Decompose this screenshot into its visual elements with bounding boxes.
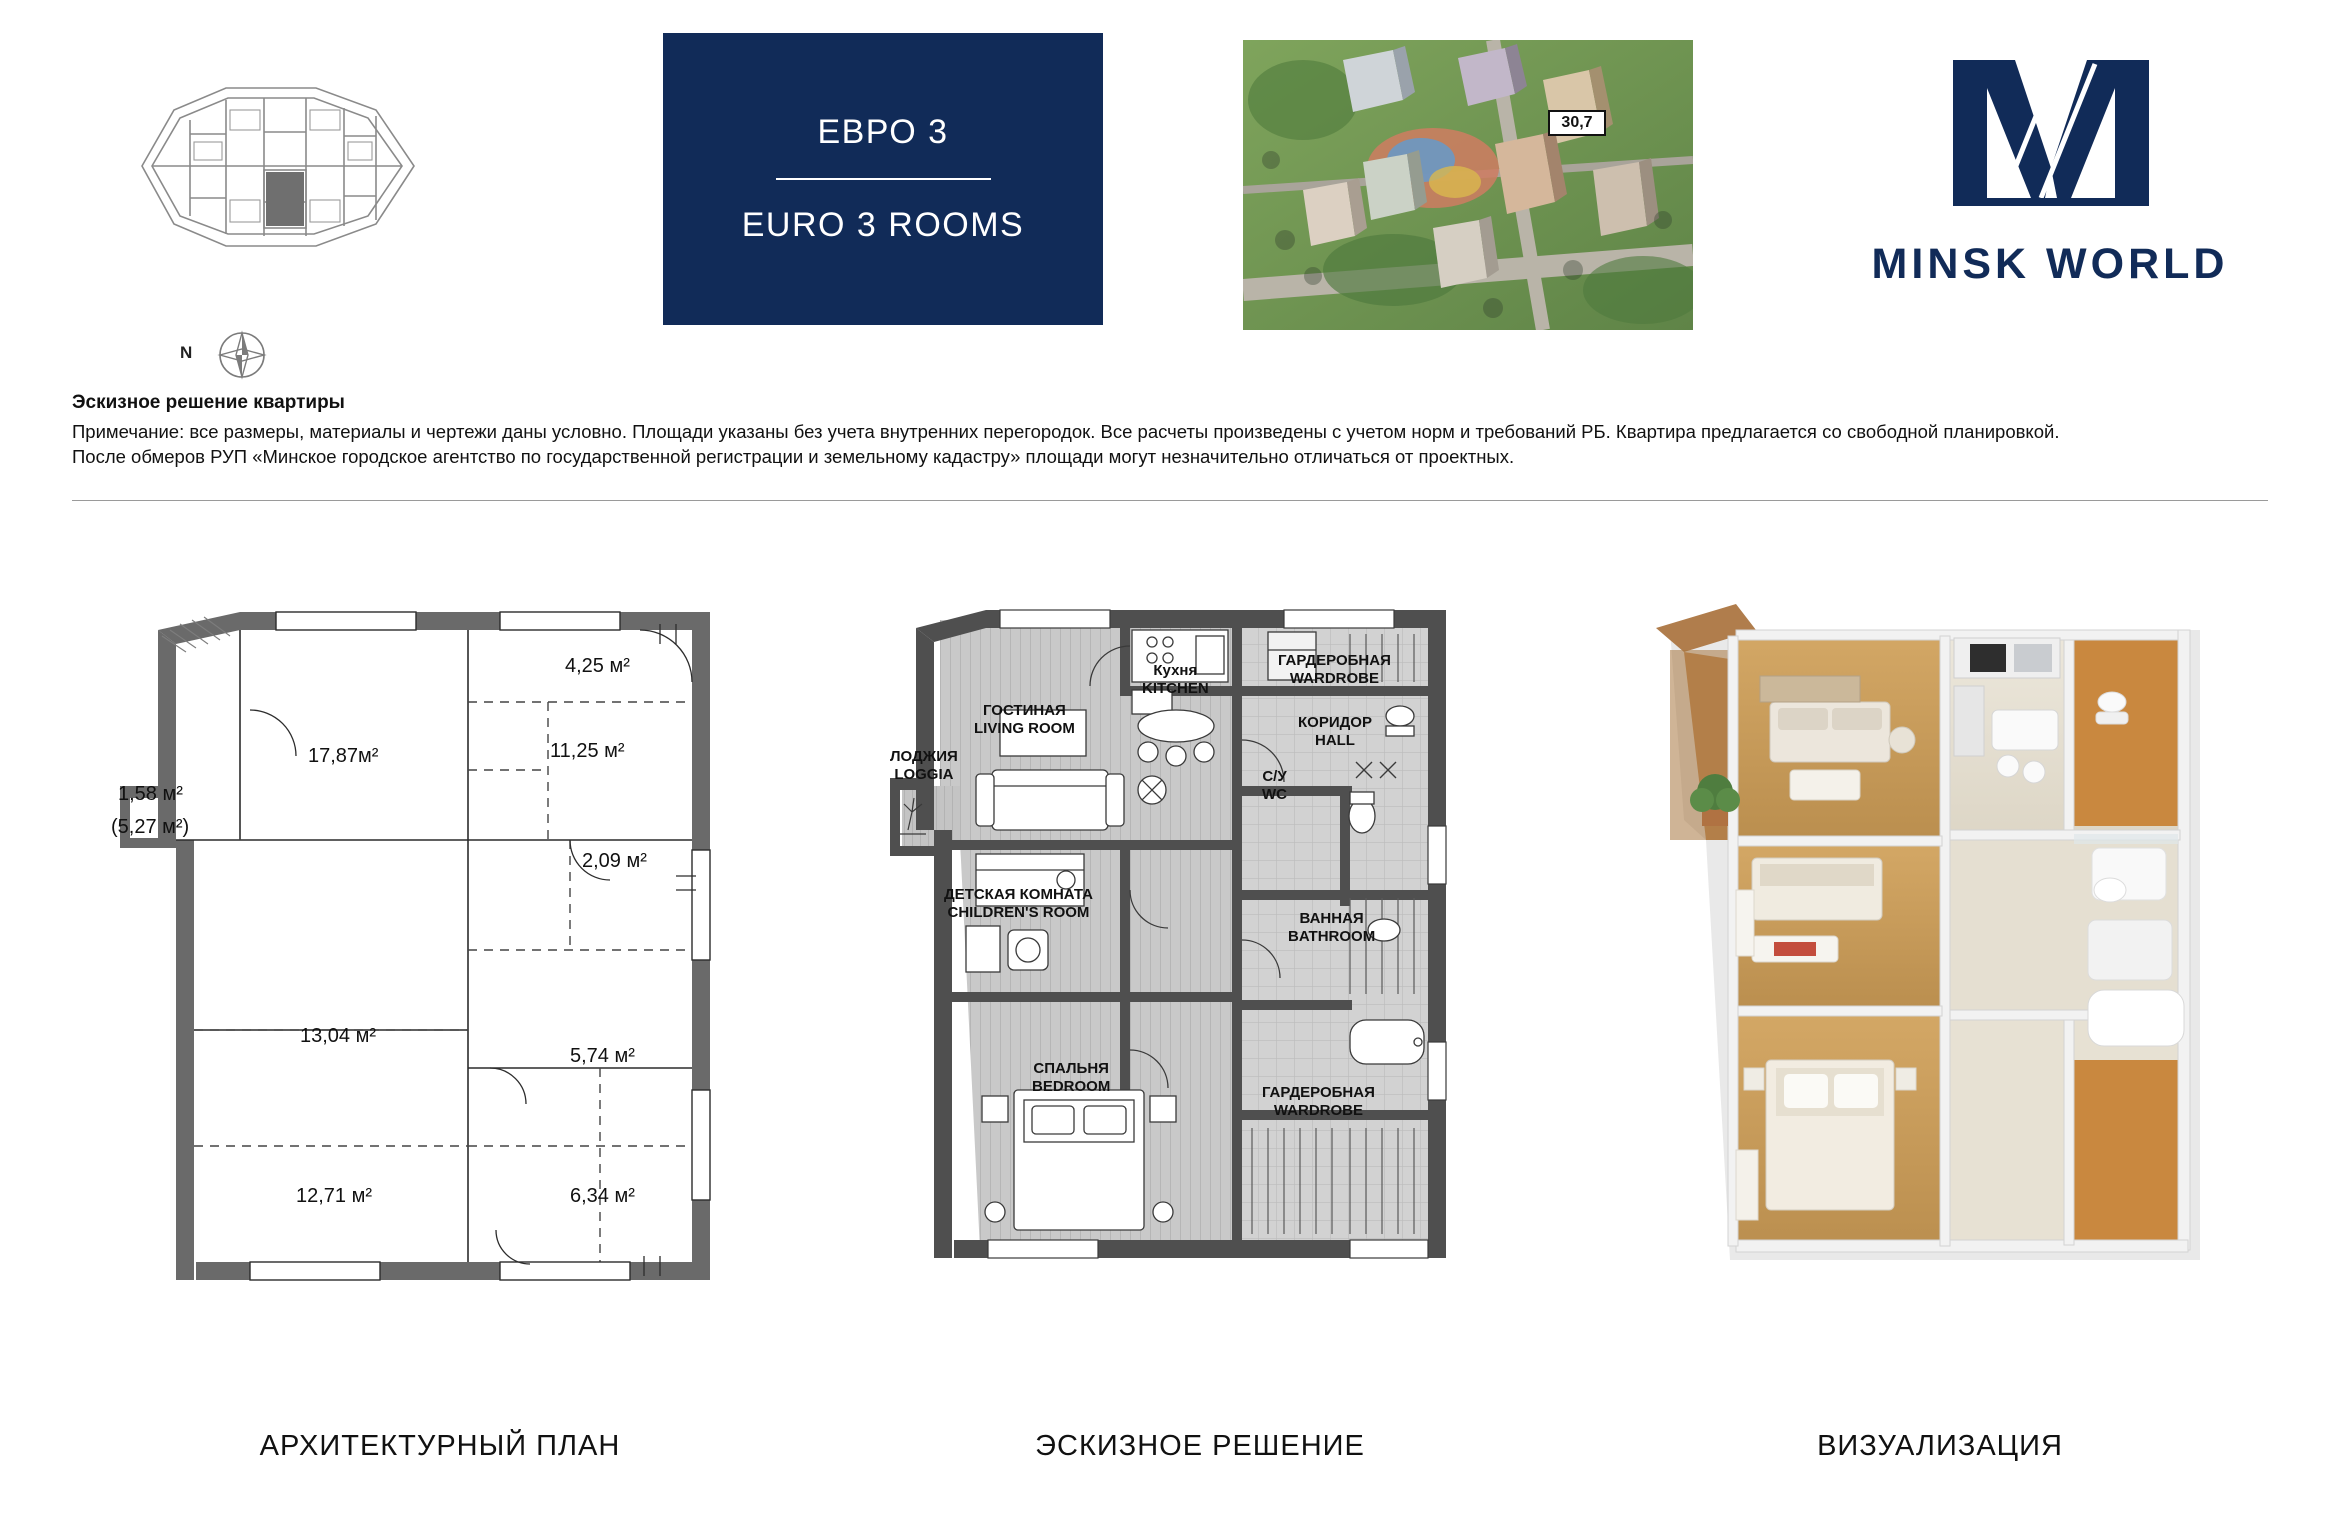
area-wardrobe: 6,34 м² [570,1185,635,1207]
room-bathroom-ru: ВАННАЯ [1299,910,1364,927]
brand-logo-block [1840,48,2260,318]
room-wardrobe-bottom-ru: ГАРДЕРОБНАЯ [1262,1084,1375,1101]
visualization-render [1640,590,2240,1300]
room-wc-en: WC [1262,785,1287,803]
disclaimer-notes [72,392,2268,469]
compass-rose [180,325,290,385]
room-kitchen-en: KITCHEN [1142,679,1209,697]
room-wardrobe-top-ru: ГАРДЕРОБНАЯ [1278,652,1391,669]
area-bathroom: 5,74 м² [570,1045,635,1067]
room-kitchen-ru: Кухня [1153,662,1198,679]
room-bedroom-en: BEDROOM [1032,1077,1111,1095]
area-hall: 11,25 м² [550,740,625,762]
area-living: 17,87м² [308,745,379,767]
room-kitchen [1142,662,1209,697]
room-children-en: CHILDREN'S ROOM [947,903,1090,921]
room-wardrobe-bottom-en: WARDROBE [1273,1101,1364,1119]
room-wardrobe-top-en: WARDROBE [1289,669,1380,687]
room-bedroom-ru: СПАЛЬНЯ [1033,1060,1109,1077]
notes-line-1: Примечание: все размеры, материалы и чертежи даны условно. Площади указаны без учета внутренних перегородок. Все расчеты произведены с учетом норм и требований РБ. Квартира предлагается со свободной планировкой. [72,421,2060,442]
room-loggia-en: LOGGIA [894,765,954,783]
room-wardrobe-bottom [1262,1084,1375,1119]
room-hall-en: HALL [1314,731,1355,749]
header-divider [72,500,2268,501]
room-loggia [890,748,958,783]
brand-name: MINSK WORLD [1871,240,2229,288]
key-plan-outline [130,70,430,270]
room-bedroom [1032,1060,1110,1095]
room-loggia-ru: ЛОДЖИЯ [890,748,958,765]
compass-north-label: N [180,343,193,362]
building-key-plan [110,70,440,362]
architectural-plan-drawing [100,590,780,1300]
page-header [0,0,2338,370]
notes-line-2: После обмеров РУП «Минское городское агентство по государственной регистрации и земельному кадастру» площади могут незначительно отличаться от проектных. [72,446,1515,468]
title-english: EURO 3 ROOMS [741,206,1025,244]
notes-title: Эскизное решение квартиры [72,392,345,413]
architectural-plan [100,590,780,1300]
room-wc [1262,768,1287,803]
caption-visualization: ВИЗУАЛИЗАЦИЯ [1817,1430,2063,1462]
room-children [944,886,1093,921]
area-children: 13,04 м² [300,1025,377,1047]
area-loggia-alt: (5,27 м²) [111,816,190,838]
area-bedroom: 12,71 м² [296,1185,373,1207]
mw-logo-icon [1945,48,2155,218]
room-wardrobe-top [1278,652,1391,687]
visualization-image [1640,590,2240,1300]
title-divider [776,178,991,180]
aerial-image [1243,40,1693,330]
room-bathroom [1288,910,1375,945]
room-children-ru: ДЕТСКАЯ КОМНАТА [944,886,1093,903]
room-living-ru: ГОСТИНАЯ [983,702,1066,719]
title-russian: ЕВРО 3 [817,113,949,151]
area-loggia: 1,58 м² [118,783,183,805]
area-kitchen-niche: 4,25 м² [565,655,630,677]
room-hall-ru: КОРИДОР [1298,714,1372,731]
title-plate [663,33,1103,325]
aerial-site-photo [1243,40,1693,330]
room-living [974,702,1075,737]
caption-sketch: ЭСКИЗНОЕ РЕШЕНИЕ [1035,1430,1365,1462]
sketch-plan [880,590,1520,1300]
room-hall [1298,714,1372,749]
room-wc-ru: С/У [1262,768,1287,785]
area-wc: 2,09 м² [582,850,647,872]
caption-architectural: АРХИТЕКТУРНЫЙ ПЛАН [259,1430,621,1462]
room-bathroom-en: BATHROOM [1288,927,1376,945]
room-living-en: LIVING ROOM [974,719,1075,737]
aerial-building-badge: 30,7 [1548,110,1606,136]
